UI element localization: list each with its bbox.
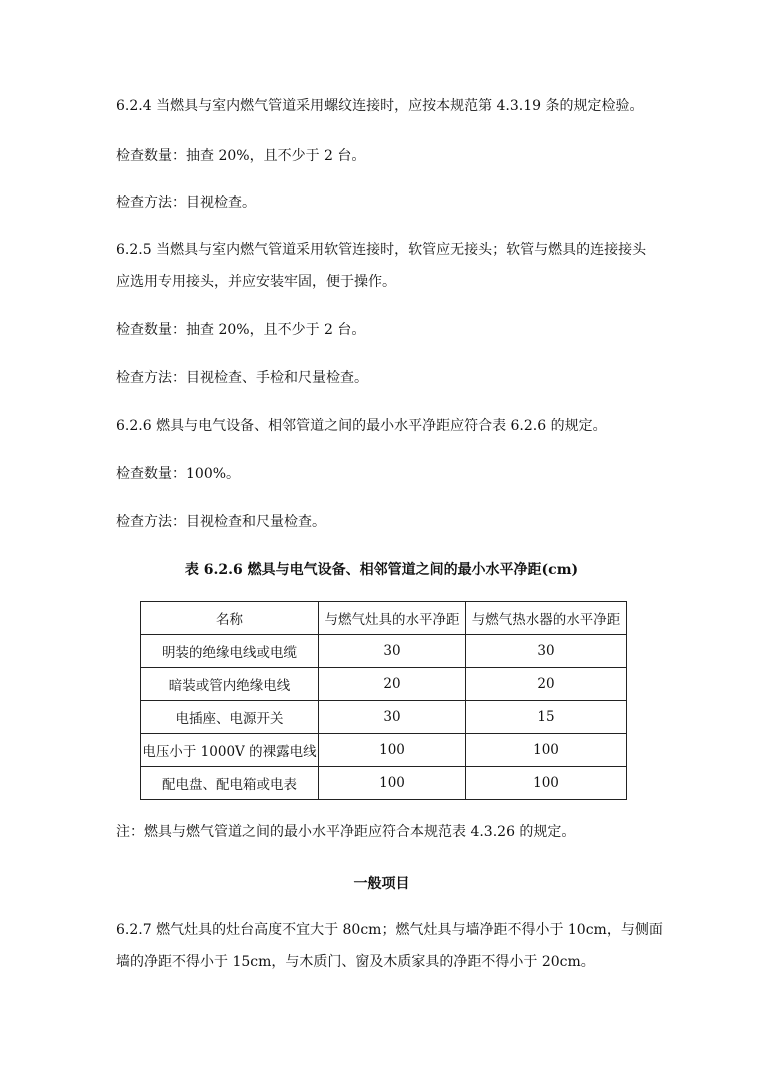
table-row bbox=[141, 635, 627, 668]
row-label: 明装的绝缘电线或电缆 bbox=[141, 635, 319, 668]
row-label: 配电盘、配电箱或电表 bbox=[141, 767, 319, 800]
heater-value: 30 bbox=[466, 635, 627, 668]
clause-6-2-5-line1: 6.2.5 当燃具与室内燃气管道采用软管连接时，软管应无接头；软管与燃具的连接接头 bbox=[116, 242, 647, 258]
clause-6-2-6: 6.2.6 燃具与电气设备、相邻管道之间的最小水平净距应符合表 6.2.6 的规定。 bbox=[116, 418, 607, 434]
table-row bbox=[141, 767, 627, 800]
table-row bbox=[141, 701, 627, 734]
stove-value: 100 bbox=[319, 767, 466, 800]
table-header-row bbox=[141, 602, 627, 635]
clause-6-2-7-line2: 墙的净距不得小于 15cm，与木质门、窗及木质家具的净距不得小于 20cm。 bbox=[116, 954, 595, 970]
inspection-quantity: 检查数量：抽查 20%，且不少于 2 台。 bbox=[116, 148, 366, 164]
row-label: 电插座、电源开关 bbox=[141, 701, 319, 734]
header-name: 名称 bbox=[141, 602, 319, 635]
stove-value: 20 bbox=[319, 668, 466, 701]
heater-value: 100 bbox=[466, 734, 627, 767]
row-label: 电压小于 1000V 的裸露电线 bbox=[141, 734, 319, 767]
stove-value: 100 bbox=[319, 734, 466, 767]
clearance-table bbox=[140, 601, 627, 800]
inspection-quantity: 检查数量：抽查 20%，且不少于 2 台。 bbox=[116, 322, 366, 338]
section-title: 一般项目 bbox=[353, 876, 410, 892]
inspection-quantity: 检查数量：100%。 bbox=[116, 466, 241, 482]
heater-value: 100 bbox=[466, 767, 627, 800]
heater-value: 15 bbox=[466, 701, 627, 734]
header-stove-clearance: 与燃气灶具的水平净距 bbox=[319, 602, 466, 635]
inspection-method: 检查方法：目视检查、手检和尺量检查。 bbox=[116, 370, 368, 386]
heater-value: 20 bbox=[466, 668, 627, 701]
clause-6-2-4: 6.2.4 当燃具与室内燃气管道采用螺纹连接时，应按本规范第 4.3.19 条的规定检验。 bbox=[116, 98, 644, 114]
clause-6-2-7-line1: 6.2.7 燃气灶具的灶台高度不宜大于 80cm；燃气灶具与墙净距不得小于 10cm，与侧面 bbox=[116, 922, 663, 938]
stove-value: 30 bbox=[319, 635, 466, 668]
table-caption: 表 6.2.6 燃具与电气设备、相邻管道之间的最小水平净距(cm) bbox=[184, 562, 579, 578]
inspection-method: 检查方法：目视检查和尺量检查。 bbox=[116, 514, 326, 530]
clause-6-2-5-line2: 应选用专用接头，并应安装牢固，便于操作。 bbox=[116, 274, 396, 290]
table-row bbox=[141, 734, 627, 767]
inspection-method: 检查方法：目视检查。 bbox=[116, 195, 256, 211]
header-heater-clearance: 与燃气热水器的水平净距 bbox=[466, 602, 627, 635]
row-label: 暗装或管内绝缘电线 bbox=[141, 668, 319, 701]
stove-value: 30 bbox=[319, 701, 466, 734]
table-note: 注：燃具与燃气管道之间的最小水平净距应符合本规范表 4.3.26 的规定。 bbox=[116, 824, 576, 840]
table-row bbox=[141, 668, 627, 701]
